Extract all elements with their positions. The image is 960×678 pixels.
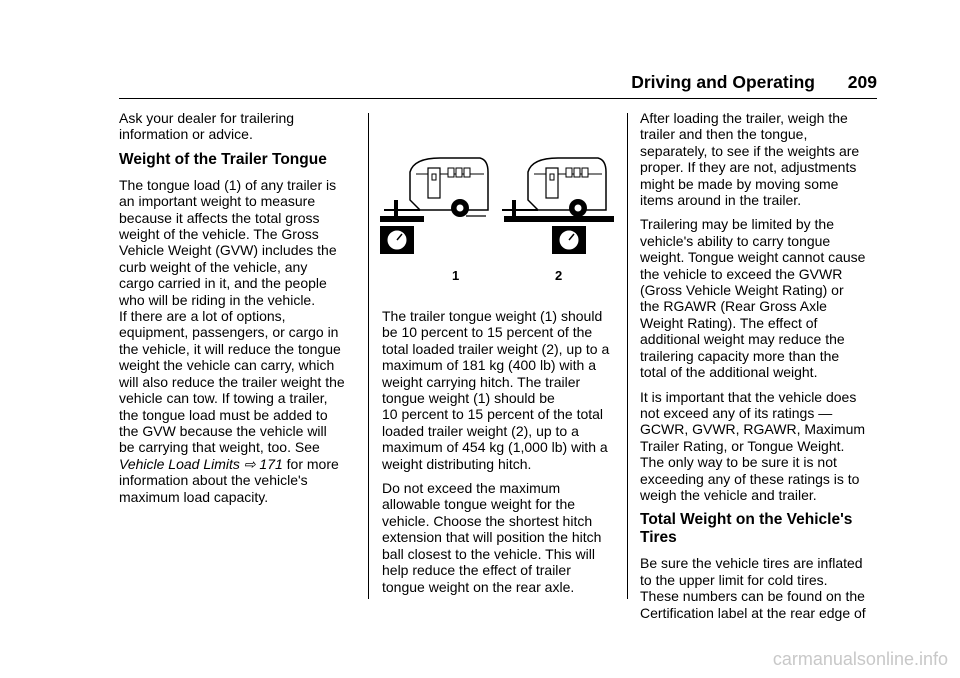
tongue-load-text: The tongue load (1) of any trailer is an important weight to measure because it affects the total gross weight of the vehicle. The Gross Vehicle Weight (GVW) includes the curb weight of the vehicle, any cargo carried in it, and the people who will be riding in the vehicle. If there are a lot of options, equipment, passengers, or cargo in the vehicle, it will reduce the tongue weight the vehicle can carry, which will also reduce the trailer weight the vehicle can tow. If towing a trailer, the tongue load must be added to the GVW because the vehicle will be carrying that weight, too. See: [119, 176, 345, 456]
trailer-1: [380, 158, 488, 254]
intro-paragraph: Ask your dealer for trailering information or advice.: [119, 110, 295, 143]
tongue-load-paragraph: [119, 177, 359, 505]
page-number: 209: [847, 72, 877, 92]
ratings-paragraph: It is important that the vehicle does not exceed any of its ratings — GCWR, GVWR, RGAWR, Maximum Trailer Rating, or Tongue Weight. The only way to be sure it is not exceeding any of these ratings is to weigh the vehicle and trailer.: [640, 388, 866, 503]
vehicle-load-limits-link[interactable]: Vehicle Load Limits: [119, 455, 240, 472]
section-title: Driving and Operating: [631, 72, 815, 92]
figure-label-1: 1: [452, 268, 460, 283]
watermark: carmanualsonline.info: [772, 649, 948, 669]
tongue-weight-percent-paragraph: The trailer tongue weight (1) should be 10 percent to 15 percent of the total loaded trailer weight (2), up to a maximum of 181 kg (400 lb) with a weight carrying hitch. The trailer tongue weight (1) should be 10 percent to 15 percent of the total loaded trailer weight (2), up to a maximum of 454 kg (1,000 lb) with a weight distributing hitch.: [382, 308, 610, 472]
column-divider-2: [627, 113, 628, 599]
column-3: [640, 110, 880, 629]
column-2: [382, 308, 620, 603]
tongue-load-text-end: for more information about the vehicle's maximum load capacity.: [119, 455, 339, 505]
weigh-trailer-paragraph: After loading the trailer, weigh the trailer and then the tongue, separately, to see if the weights are proper. If they are not, adjustments might be made by moving some items around in the trailer.: [640, 110, 860, 209]
page-header: [119, 72, 877, 98]
tires-inflated-paragraph: Be sure the vehicle tires are inflated to the upper limit for cold tires. These numbers can be found on the Certification label at the rear edge of: [640, 555, 866, 621]
trailer-2: [502, 158, 614, 254]
trailer-weight-figure: [380, 150, 616, 290]
column-divider-1: [368, 113, 369, 599]
trailering-limited-paragraph: Trailering may be limited by the vehicle's ability to carry tongue weight. Tongue weight cannot cause the vehicle to exceed the GVWR (Gross Vehicle Weight Rating) or the RGAWR (Rear Gross Axle Weight Rating). The effect of additional weight may reduce the trailering capacity more than the total of the additional weight.: [640, 216, 866, 381]
header-rule: [119, 98, 877, 99]
page-ref[interactable]: ⇨ 171: [243, 455, 283, 472]
figure-label-2: 2: [555, 268, 563, 283]
column-1: [119, 110, 359, 513]
heading-total-weight-tires: Total Weight on the Vehicle's Tires: [640, 511, 853, 547]
trailer-illustration: [380, 150, 616, 270]
heading-tongue-weight: Weight of the Trailer Tongue: [119, 150, 327, 168]
do-not-exceed-paragraph: Do not exceed the maximum allowable tongue weight for the vehicle. Choose the shortest hitch extension that will position the hitch ball closest to the vehicle. This will help reduce the effect of trailer tongue weight on the rear axle.: [382, 480, 602, 595]
